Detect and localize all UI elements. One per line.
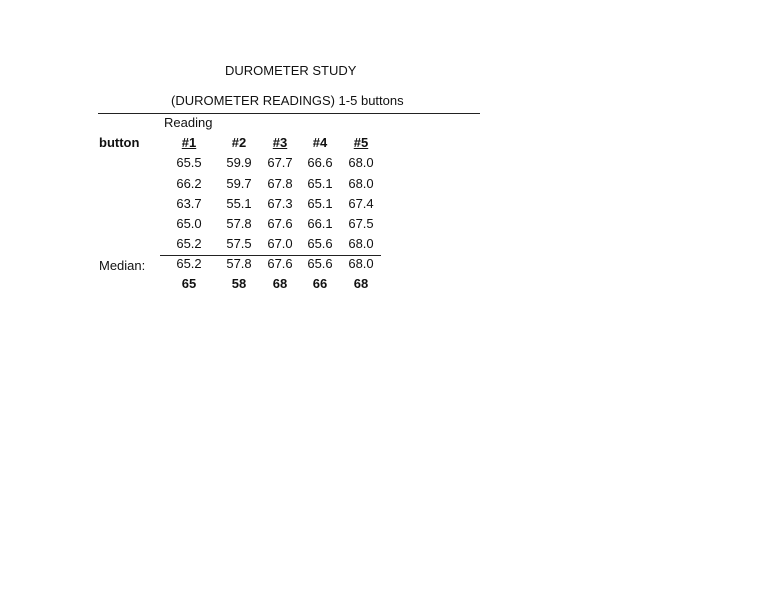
column-header: #2 bbox=[231, 135, 247, 150]
rounded-median-cell: 66 bbox=[312, 276, 328, 291]
table-cell: 67.7 bbox=[267, 155, 293, 170]
table-cell: 68.0 bbox=[348, 176, 374, 191]
median-cell: 57.8 bbox=[226, 256, 252, 271]
rounded-median-cell: 68 bbox=[353, 276, 369, 291]
table-cell: 68.0 bbox=[348, 155, 374, 170]
rounded-median-cell: 65 bbox=[181, 276, 197, 291]
table-cell: 59.9 bbox=[226, 155, 252, 170]
median-cell: 65.2 bbox=[176, 256, 202, 271]
table-cell: 66.1 bbox=[307, 216, 333, 231]
table-cell: 57.8 bbox=[226, 216, 252, 231]
table-cell: 65.2 bbox=[176, 236, 202, 251]
median-label: Median: bbox=[99, 258, 146, 273]
document-title: DUROMETER STUDY bbox=[225, 63, 357, 78]
table-cell: 65.6 bbox=[307, 236, 333, 251]
table-cell: 65.1 bbox=[307, 176, 333, 191]
table-cell: 67.6 bbox=[267, 216, 293, 231]
table-cell: 67.8 bbox=[267, 176, 293, 191]
column-header: #3 bbox=[272, 135, 288, 150]
reading-label: Reading bbox=[164, 115, 213, 130]
column-header: #1 bbox=[181, 135, 197, 150]
table-cell: 57.5 bbox=[226, 236, 252, 251]
table-cell: 66.6 bbox=[307, 155, 333, 170]
document-subtitle: (DUROMETER READINGS) 1-5 buttons bbox=[171, 93, 404, 108]
table-cell: 65.5 bbox=[176, 155, 202, 170]
table-cell: 67.0 bbox=[267, 236, 293, 251]
table-cell: 67.3 bbox=[267, 196, 293, 211]
table-cell: 59.7 bbox=[226, 176, 252, 191]
table-cell: 67.4 bbox=[348, 196, 374, 211]
header-divider bbox=[98, 113, 480, 114]
median-cell: 65.6 bbox=[307, 256, 333, 271]
table-cell: 67.5 bbox=[348, 216, 374, 231]
table-cell: 55.1 bbox=[226, 196, 252, 211]
row-header-label: button bbox=[99, 135, 140, 150]
table-cell: 63.7 bbox=[176, 196, 202, 211]
median-cell: 68.0 bbox=[348, 256, 374, 271]
rounded-median-cell: 58 bbox=[231, 276, 247, 291]
column-header: #4 bbox=[312, 135, 328, 150]
table-cell: 66.2 bbox=[176, 176, 202, 191]
column-header: #5 bbox=[353, 135, 369, 150]
rounded-median-cell: 68 bbox=[272, 276, 288, 291]
table-cell: 68.0 bbox=[348, 236, 374, 251]
median-divider bbox=[160, 255, 381, 256]
table-cell: 65.0 bbox=[176, 216, 202, 231]
median-cell: 67.6 bbox=[267, 256, 293, 271]
table-cell: 65.1 bbox=[307, 196, 333, 211]
